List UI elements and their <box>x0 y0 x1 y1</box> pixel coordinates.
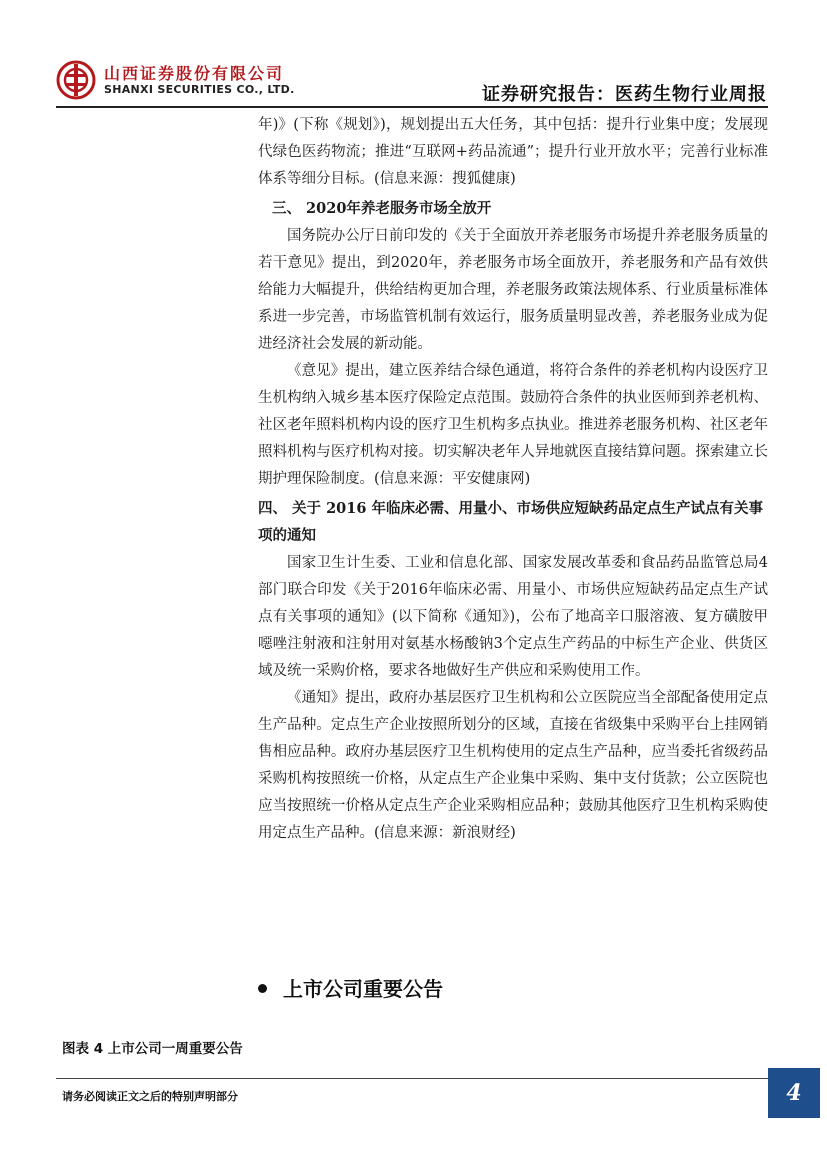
company-name-cn: 山西证券股份有限公司 <box>104 64 285 83</box>
page-number: 4 <box>768 1068 820 1118</box>
paragraph-4: 国家卫生计生委、工业和信息化部、国家发展改革委和食品药品监管总局4部门联合印发《关于2016年临床必需、用量小、市场供应短缺药品定点生产试点有关事项的通知》(以下简称《通知》)，公布了地高辛口服溶液、复方磺胺甲噁唑注射液和注射用对氨基水杨酸钠3个定点生产药品的中标生产企业、供货区域及统一采购价格，要求各地做好生产供应和采购使用工作。 <box>258 555 768 679</box>
figure-caption: 图表 4 上市公司一周重要公告 <box>62 1041 243 1057</box>
bullet-heading-text: 上市公司重要公告 <box>283 977 443 1001</box>
section-3-title: 三、 2020年养老服务市场全放开 <box>272 200 492 217</box>
paragraph-1: 年)》(下称《规划》)，规划提出五大任务，其中包括：提升行业集中度；发展现代绿色医药物流；推进“互联网+药品流通”；提升行业开放水平；完善行业标准体系等细分目标。(信息来源：搜狐健康) <box>258 117 768 187</box>
section-4-title: 四、 关于 2016 年临床必需、用量小、市场供应短缺药品定点生产试点有关事项的通知 <box>258 500 763 544</box>
report-title: 证券研究报告：医药生物行业周报 <box>482 84 767 105</box>
company-logo-icon <box>56 60 96 100</box>
bullet-dot-icon <box>258 984 267 993</box>
header-divider <box>56 106 768 108</box>
footer-divider <box>56 1078 768 1079</box>
company-name-en: SHANXI SECURITIES CO., LTD. <box>104 83 295 96</box>
paragraph-3: 《意见》提出，建立医养结合绿色通道，将符合条件的养老机构内设医疗卫生机构纳入城乡基本医疗保险定点范围。鼓励符合条件的执业医师到养老机构、社区老年照料机构内设的医疗卫生机构多点执业。推进养老服务机构、社区老年照料机构与医疗机构对接。切实解决老年人异地就医直接结算问题。探索建立长期护理保险制度。(信息来源：平安健康网) <box>258 363 768 487</box>
footer-disclaimer: 请务必阅读正文之后的特别声明部分 <box>62 1090 238 1103</box>
page-header <box>0 0 827 110</box>
main-content <box>258 112 768 847</box>
paragraph-5: 《通知》提出，政府办基层医疗卫生机构和公立医院应当全部配备使用定点生产品种。定点生产企业按照所划分的区域，直接在省级集中采购平台上挂网销售相应品种。政府办基层医疗卫生机构使用的定点生产品种，应当委托省级药品采购机构按照统一价格，从定点生产企业集中采购、集中支付货款；公立医院也应当按照统一价格从定点生产企业采购相应品种；鼓励其他医疗卫生机构采购使用定点生产品种。(信息来源：新浪财经) <box>258 690 768 841</box>
bullet-heading <box>258 973 443 1002</box>
paragraph-2: 国务院办公厅日前印发的《关于全面放开养老服务市场提升养老服务质量的若干意见》提出，到2020年，养老服务市场全面放开，养老服务和产品有效供给能力大幅提升，供给结构更加合理，养老服务政策法规体系、行业质量标准体系进一步完善，市场监管机制有效运行，服务质量明显改善，养老服务业成为促进经济社会发展的新动能。 <box>258 228 768 352</box>
